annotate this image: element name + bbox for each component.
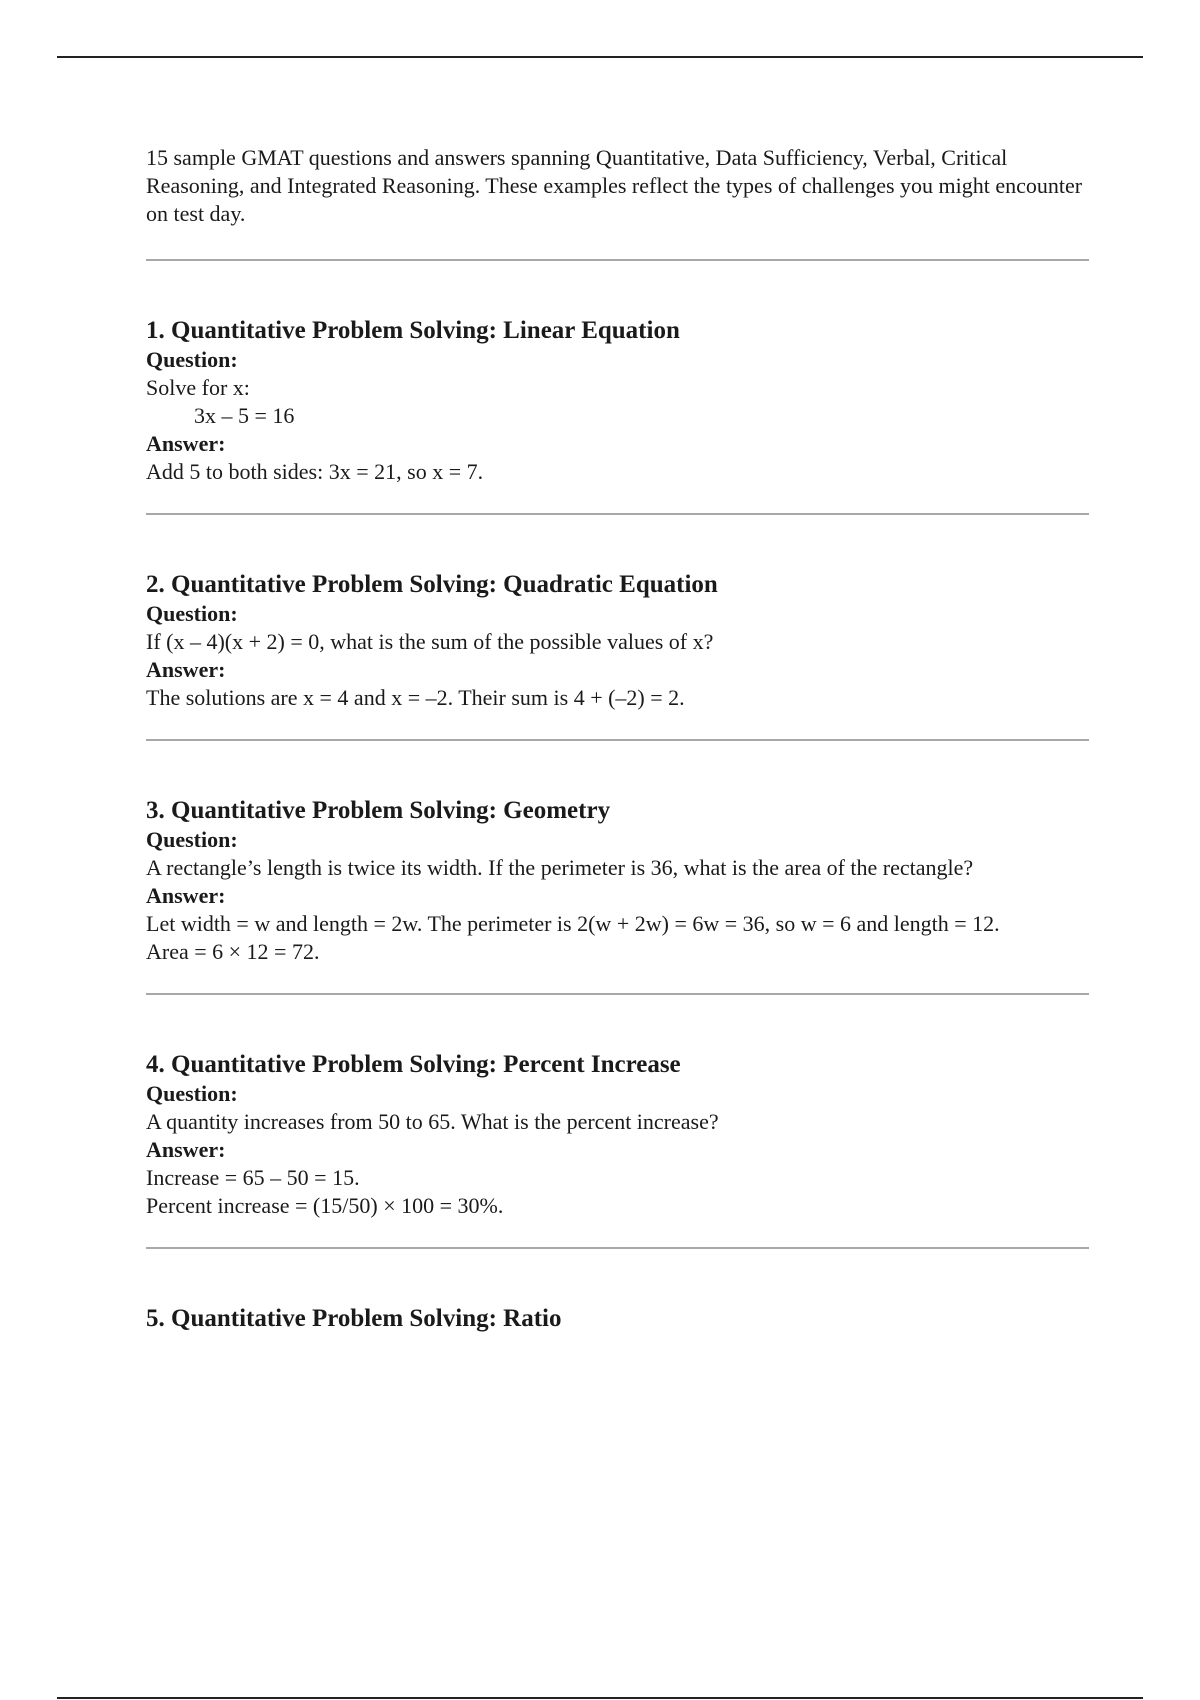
answer-text-line: Let width = w and length = 2w. The perimeter is 2(w + 2w) = 6w = 36, so w = 6 and length = 12. — [146, 911, 1000, 936]
equation-text: 3x – 5 = 16 — [194, 403, 295, 428]
page-top-rule — [57, 56, 1143, 58]
question-text: Solve for x: — [146, 375, 250, 400]
qa-block-linear-equation — [146, 346, 1091, 486]
question-label: Question: — [146, 1081, 238, 1106]
answer-label: Answer: — [146, 657, 226, 682]
page-bottom-rule — [57, 1697, 1143, 1699]
section-title-percent-increase: 4. Quantitative Problem Solving: Percent Increase — [146, 1051, 681, 1078]
section-title-linear-equation: 1. Quantitative Problem Solving: Linear Equation — [146, 317, 680, 344]
section-divider — [146, 739, 1089, 741]
answer-text: The solutions are x = 4 and x = –2. Their sum is 4 + (–2) = 2. — [146, 685, 685, 710]
qa-block-geometry — [146, 826, 1091, 966]
intro-paragraph: 15 sample GMAT questions and answers spanning Quantitative, Data Sufficiency, Verbal, Critical Reasoning, and Integrated Reasoning. These examples reflect the types of challenges you might encounter on test day. — [146, 145, 1083, 226]
question-text: A quantity increases from 50 to 65. What is the percent increase? — [146, 1109, 719, 1134]
section-title-geometry: 3. Quantitative Problem Solving: Geometry — [146, 797, 611, 824]
section-title-quadratic-equation: 2. Quantitative Problem Solving: Quadratic Equation — [146, 571, 718, 598]
document-body — [146, 144, 1091, 1334]
qa-block-quadratic-equation — [146, 600, 1091, 712]
question-label: Question: — [146, 347, 238, 372]
question-text: A rectangle’s length is twice its width. If the perimeter is 36, what is the area of the rectangle? — [146, 855, 974, 880]
answer-text-line: Area = 6 × 12 = 72. — [146, 939, 320, 964]
qa-block-percent-increase — [146, 1080, 1091, 1220]
answer-text-line: Increase = 65 – 50 = 15. — [146, 1165, 360, 1190]
answer-label: Answer: — [146, 431, 226, 456]
section-divider — [146, 513, 1089, 515]
answer-text: Add 5 to both sides: 3x = 21, so x = 7. — [146, 459, 484, 484]
section-divider — [146, 1247, 1089, 1249]
question-text: If (x – 4)(x + 2) = 0, what is the sum of the possible values of x? — [146, 629, 714, 654]
section-divider — [146, 259, 1089, 261]
question-label: Question: — [146, 827, 238, 852]
answer-label: Answer: — [146, 883, 226, 908]
answer-label: Answer: — [146, 1137, 226, 1162]
answer-text-line: Percent increase = (15/50) × 100 = 30%. — [146, 1193, 504, 1218]
section-divider — [146, 993, 1089, 995]
section-title-ratio: 5. Quantitative Problem Solving: Ratio — [146, 1305, 562, 1332]
question-label: Question: — [146, 601, 238, 626]
